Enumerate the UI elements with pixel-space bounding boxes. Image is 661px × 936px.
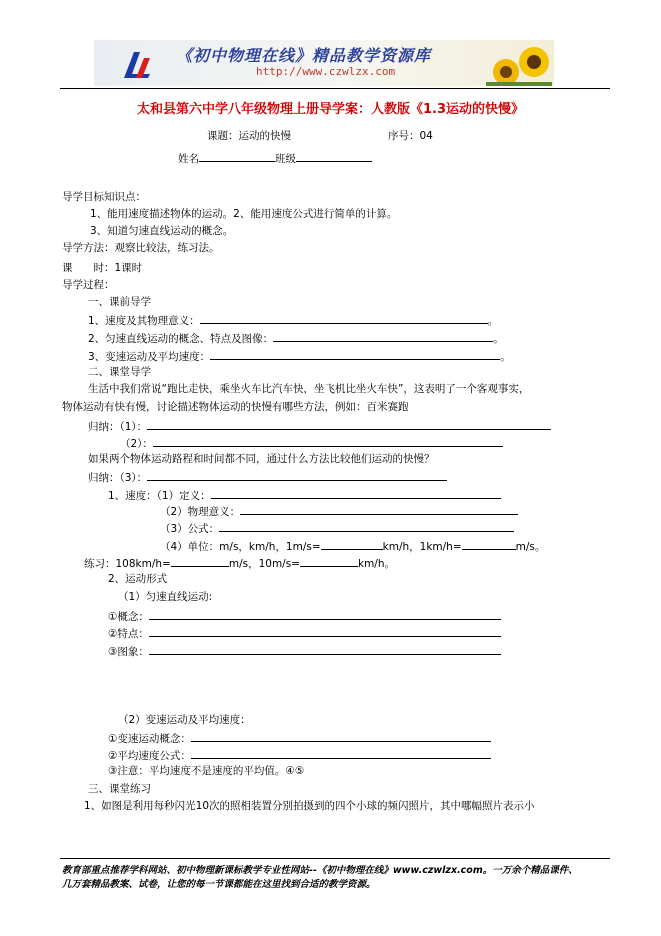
note: ③注意：平均速度不是速度的平均值。④⑤	[108, 765, 305, 777]
speed-formula: （3）公式：	[160, 521, 514, 536]
speed-definition: 1、速度：（1）定义：	[108, 488, 501, 503]
definition-field[interactable]	[211, 488, 501, 499]
serial-number: 序号：04	[388, 130, 433, 142]
variable-concept-field[interactable]	[191, 731, 491, 742]
intro-line-1: 生活中我们常说“跑比走快，乘坐火车比汽车快，坐飞机比坐火车快”，这表明了一个客观事实，	[88, 383, 530, 395]
graph-row: ③图象：	[108, 644, 501, 659]
footer-line-1: 教育部重点推荐学科网站、初中物理新课标教学专业性网站--《初中物理在线》www.czwlzx.com。一万余个精品课件、	[62, 865, 578, 876]
answer-field-3[interactable]	[210, 349, 500, 360]
sunflower-icon	[486, 42, 552, 86]
summary-2: （2）：	[120, 436, 503, 451]
meaning-field[interactable]	[240, 504, 518, 515]
feature-row: ②特点：	[108, 626, 501, 641]
intro-line-2: 物体运动有快有慢，讨论描述物体运动的快慢有哪些方法，例如：百米赛跑	[62, 401, 409, 413]
summary-1: 归纳：（1）：	[88, 419, 551, 434]
exercise-1: 1、如图是利用每秒闪光10次的照相装置分别拍摄到的四个小球的频闪照片，其中哪幅照片表示小	[84, 800, 535, 812]
speed-meaning: （2）物理意义：	[160, 504, 518, 519]
unit-field-2[interactable]	[462, 539, 516, 550]
formula-field[interactable]	[219, 521, 514, 532]
comparison-question: 如果两个物体运动路程和时间都不同，通过什么方法比较他们运动的快慢？	[88, 453, 435, 465]
avg-formula-row: ②平均速度公式：	[108, 748, 491, 763]
page-title: 太和县第六中学八年级物理上册导学案：人教版《1.3运动的快慢》	[136, 102, 525, 117]
hours-label: 课 时：	[62, 262, 115, 274]
banner-url[interactable]: http://www.czwlzx.com	[256, 65, 396, 78]
graph-field[interactable]	[149, 644, 501, 655]
concept-row: ①概念：	[108, 609, 501, 624]
question-2: 2、匀速直线运动的概念、特点及图像： 。	[88, 333, 504, 345]
question-3: 3、变速运动及平均速度： 。	[88, 351, 511, 363]
name-class-row	[178, 151, 372, 166]
avg-formula-field[interactable]	[191, 748, 491, 759]
unit-field-1[interactable]	[321, 539, 383, 550]
summary-field-2[interactable]	[153, 436, 503, 447]
summary-field-3[interactable]	[147, 470, 447, 481]
concept-field[interactable]	[149, 609, 501, 620]
hours-value: 1课时	[114, 262, 143, 274]
section-3-heading: 三、课堂练习	[88, 783, 151, 795]
banner-title: 《初中物理在线》精品教学资源库	[176, 46, 432, 65]
name-field[interactable]	[199, 151, 275, 162]
speed-units: （4）单位：m/s，km/h，1m/s= km/h，1km/h= m/s。	[160, 541, 546, 553]
practice-field-2[interactable]	[300, 556, 358, 567]
practice-field-1[interactable]	[171, 556, 229, 567]
answer-field-2[interactable]	[273, 331, 493, 342]
practice-conversion: 练习：108km/h= m/s，10m/s= km/h。	[84, 558, 395, 570]
variable-concept-row: ①变速运动概念：	[108, 731, 491, 746]
answer-field-1[interactable]	[200, 313, 488, 324]
topic-label: 课题：运动的快慢	[207, 130, 291, 142]
site-banner	[94, 40, 554, 86]
summary-field-1[interactable]	[147, 419, 551, 430]
site-logo-icon	[120, 48, 154, 82]
goal-3: 3、知道匀速直线运动的概念。	[90, 225, 234, 237]
method: 导学方法：观察比较法，练习法。	[62, 242, 220, 254]
name-label: 姓名	[178, 153, 199, 165]
section-2-heading: 二、课堂导学	[88, 366, 151, 378]
header-rule	[60, 88, 610, 89]
class-label: 班级	[275, 153, 296, 165]
question-1: 1、速度及其物理意义： 。	[88, 315, 499, 327]
class-field[interactable]	[296, 151, 372, 162]
footer-rule	[60, 858, 610, 859]
class-hours	[62, 262, 142, 275]
summary-3: 归纳：（3）：	[88, 470, 447, 485]
motion-forms: 2、运动形式	[108, 573, 168, 585]
feature-field[interactable]	[149, 626, 501, 637]
footer-line-2: 几万套精品教案、试卷，让您的每一节课都能在这里找到合适的教学资源。	[62, 879, 376, 890]
section-1-heading: 一、课前导学	[88, 296, 151, 308]
uniform-motion: （1）匀速直线运动:	[118, 591, 213, 603]
goals-heading: 导学目标知识点：	[62, 191, 146, 203]
goal-1: 1、能用速度描述物体的运动。2、能用速度公式进行简单的计算。	[90, 208, 398, 220]
process-heading: 导学过程：	[62, 279, 115, 291]
variable-motion: （2）变速运动及平均速度：	[118, 714, 251, 726]
